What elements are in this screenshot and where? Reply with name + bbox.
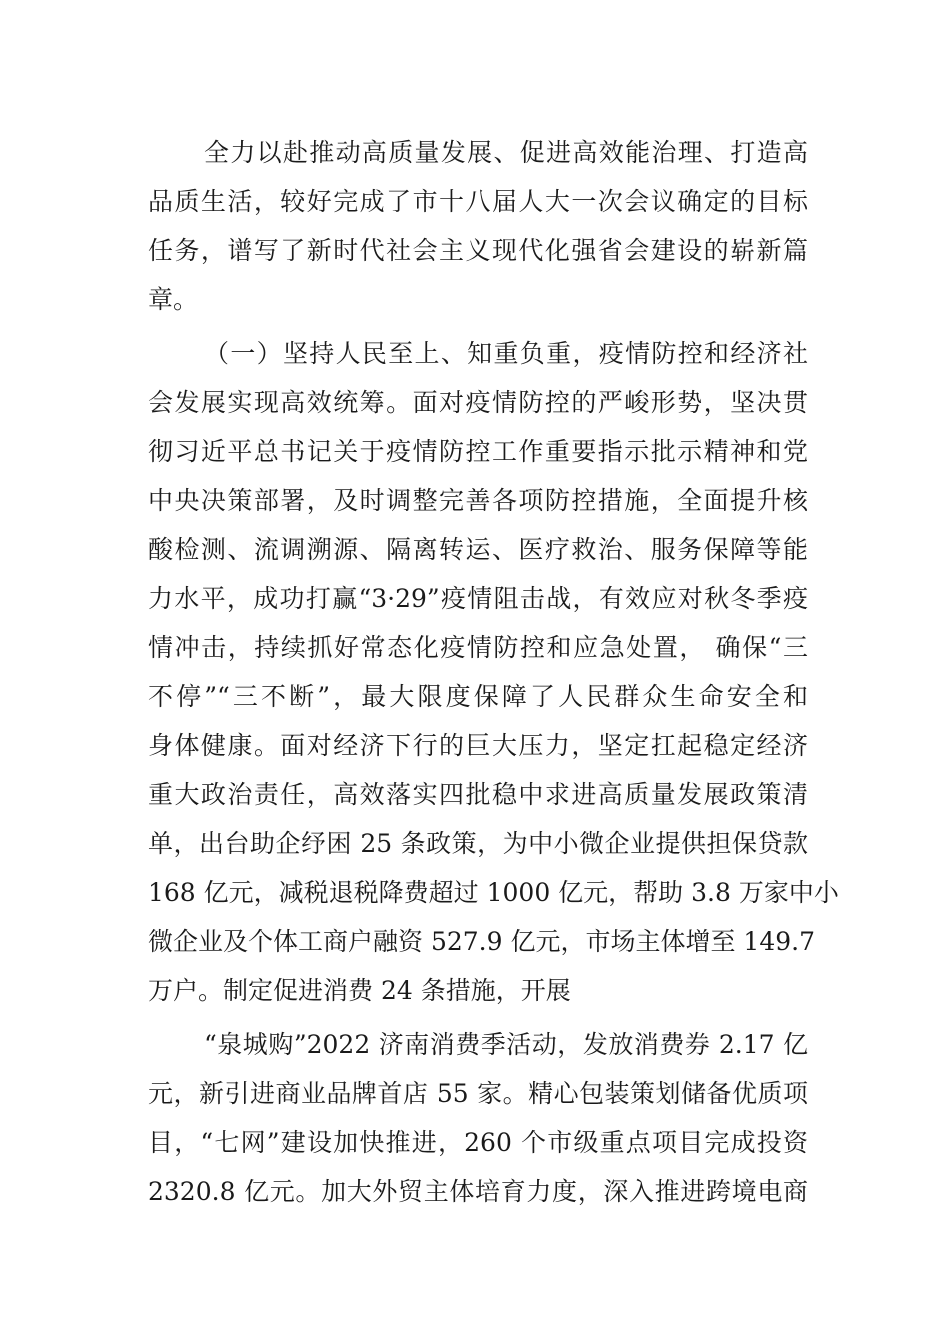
text-line: 全力以赴推动高质量发展、促进高效能治理、打造高 (204, 138, 808, 167)
text-line: 任务，谱写了新时代社会主义现代化强省会建设的崭新篇 (148, 236, 808, 265)
text-line: 品质生活，较好完成了市十八届人大一次会议确定的目标 (148, 187, 808, 216)
text-line: 万户。制定促进消费 24 条措施，开展 (148, 976, 571, 1005)
text-line: 不停”“三不断”，最大限度保障了人民群众生命安全和 (148, 682, 808, 711)
text-line: （一）坚持人民至上、知重负重，疫情防控和经济社 (204, 339, 808, 368)
text-line: 目，“七网”建设加快推进，260 个市级重点项目完成投资 (148, 1128, 808, 1157)
text-line: 彻习近平总书记关于疫情防控工作重要指示批示精神和党 (148, 437, 808, 466)
text-line: 元，新引进商业品牌首店 55 家。精心包装策划储备优质项 (148, 1079, 808, 1108)
text-line: 身体健康。面对经济下行的巨大压力，坚定扛起稳定经济 (148, 731, 808, 760)
text-line: 2320.8 亿元。加大外贸主体培育力度，深入推进跨境电商 (148, 1177, 808, 1206)
text-line: 微企业及个体工商户融资 527.9 亿元，市场主体增至 149.7 (148, 927, 815, 956)
text-line: 力水平，成功打赢“3·29”疫情阻击战，有效应对秋冬季疫 (148, 584, 808, 613)
text-line: 会发展实现高效统筹。面对疫情防控的严峻形势，坚决贯 (148, 388, 808, 417)
text-line: “泉城购”2022 济南消费季活动，发放消费券 2.17 亿 (204, 1030, 808, 1059)
text-line: 情冲击，持续抓好常态化疫情防控和应急处置， 确保“三 (148, 633, 808, 662)
text-line: 酸检测、流调溯源、隔离转运、医疗救治、服务保障等能 (148, 535, 808, 564)
text-line: 单，出台助企纾困 25 条政策，为中小微企业提供担保贷款 (148, 829, 808, 858)
text-line: 168 亿元，减税退税降费超过 1000 亿元，帮助 3.8 万家中小 (148, 878, 839, 907)
text-line: 章。 (148, 285, 199, 314)
text-line: 重大政治责任，高效落实四批稳中求进高质量发展政策清 (148, 780, 808, 809)
text-line: 中央决策部署，及时调整完善各项防控措施，全面提升核 (148, 486, 808, 515)
